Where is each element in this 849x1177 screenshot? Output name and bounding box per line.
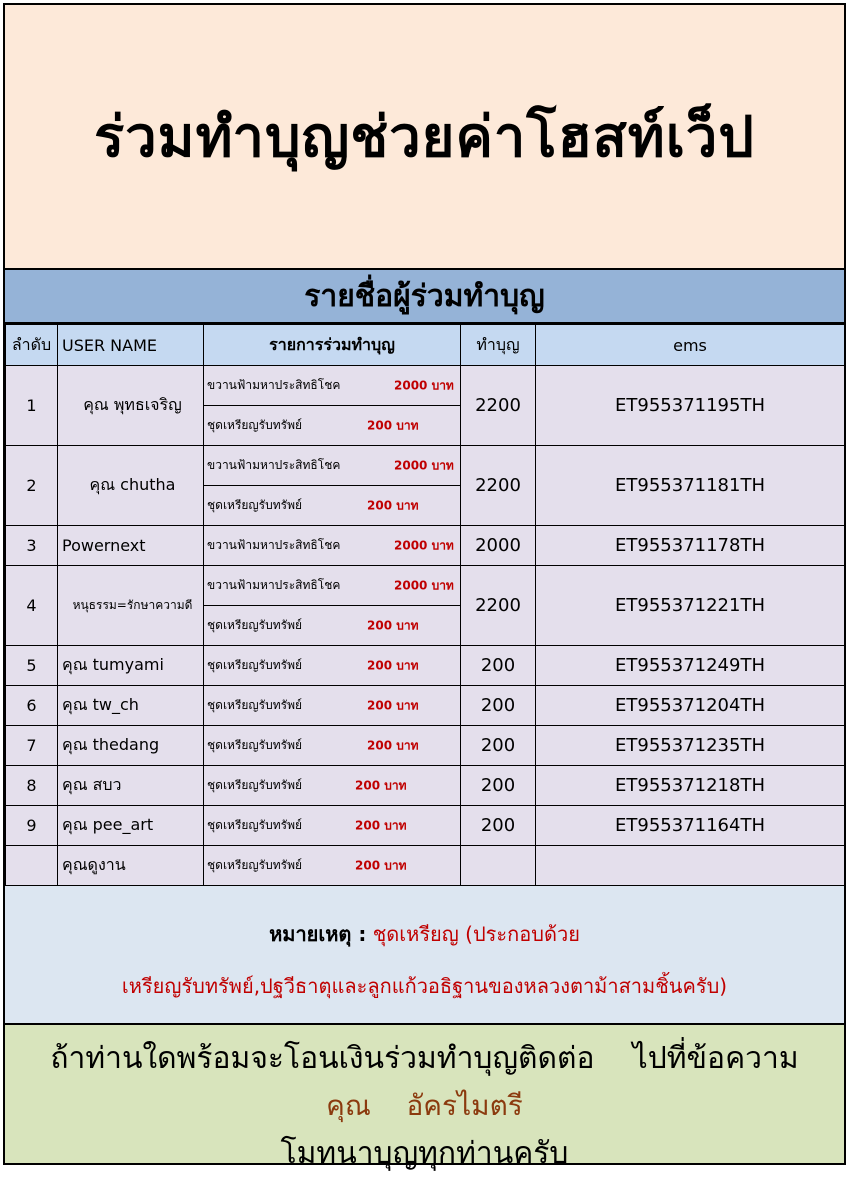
table-row: [6, 526, 845, 566]
donation-amount: 2200: [461, 446, 536, 526]
item-price: 2000 บาท: [394, 458, 454, 472]
ems-tracking: [536, 846, 845, 886]
ems-tracking: ET955371218TH: [536, 766, 845, 806]
title-box: [5, 5, 844, 270]
table-row: [6, 806, 845, 846]
item-price: 2000 บาท: [394, 378, 454, 392]
donor-name: คุณ tumyami: [58, 646, 204, 686]
item-price: 200 บาท: [355, 778, 407, 792]
item-label: ชุดเหรียญรับทรัพย์: [207, 698, 303, 712]
donor-name: คุณดูงาน: [58, 846, 204, 886]
item-label: ขวานฟ้ามหาประสิทธิโชค: [207, 538, 341, 552]
header-items: รายการร่วมทำบุญ: [204, 325, 461, 366]
item-cell: [204, 646, 461, 686]
donation-amount: 200: [461, 686, 536, 726]
note-text-2: เหรียญรับทรัพย์,ปฐวีธาตุและลูกแก้วอธิฐานของหลวงตาม้าสามชิ้นครับ): [121, 974, 728, 998]
item-cell: [204, 766, 461, 806]
ems-tracking: ET955371164TH: [536, 806, 845, 846]
item-cell: [204, 846, 461, 886]
ems-tracking: ET955371249TH: [536, 646, 845, 686]
item-price: 2000 บาท: [394, 578, 454, 592]
table-row: [6, 566, 845, 606]
table-row: [6, 766, 845, 806]
donation-amount: 2200: [461, 366, 536, 446]
donor-name: คุณ พุทธเจริญ: [58, 366, 204, 446]
donation-sheet: [3, 3, 846, 1171]
ems-tracking: ET955371235TH: [536, 726, 845, 766]
donation-amount: 2200: [461, 566, 536, 646]
item-label: ชุดเหรียญรับทรัพย์: [207, 498, 303, 512]
ems-tracking: ET955371181TH: [536, 446, 845, 526]
item-cell: [204, 406, 461, 446]
list-subtitle: รายชื่อผู้ร่วมทำบุญ: [5, 270, 844, 324]
item-price: 200 บาท: [367, 738, 419, 752]
ems-tracking: ET955371178TH: [536, 526, 845, 566]
note-box: [5, 885, 844, 1025]
row-number: 4: [6, 566, 58, 646]
donation-amount: 200: [461, 726, 536, 766]
donor-name: คุณ pee_art: [58, 806, 204, 846]
ems-tracking: ET955371221TH: [536, 566, 845, 646]
item-label: ขวานฟ้ามหาประสิทธิโชค: [207, 578, 341, 592]
item-price: 200 บาท: [367, 498, 419, 512]
item-price: 200 บาท: [367, 418, 419, 432]
row-number: 6: [6, 686, 58, 726]
header-user: USER NAME: [58, 325, 204, 366]
header-ems: ems: [536, 325, 845, 366]
footer-contact-name: คุณ อัครไมตรี: [326, 1089, 523, 1122]
item-label: ชุดเหรียญรับทรัพย์: [207, 778, 303, 792]
item-cell: [204, 566, 461, 606]
table-row: [6, 446, 845, 486]
header-amount: ทำบุญ: [461, 325, 536, 366]
row-number: 3: [6, 526, 58, 566]
item-label: ชุดเหรียญรับทรัพย์: [207, 658, 303, 672]
table-header-row: [6, 325, 845, 366]
item-cell: [204, 806, 461, 846]
note-label: หมายเหตุ :: [269, 922, 367, 946]
donor-name: คุณ thedang: [58, 726, 204, 766]
donor-name: Powernext: [58, 526, 204, 566]
ems-tracking: ET955371204TH: [536, 686, 845, 726]
item-label: ชุดเหรียญรับทรัพย์: [207, 738, 303, 752]
note-text-1: ชุดเหรียญ (ประกอบด้วย: [372, 922, 580, 946]
item-price: 200 บาท: [367, 698, 419, 712]
table-row: [6, 646, 845, 686]
item-cell: [204, 446, 461, 486]
item-price: 2000 บาท: [394, 538, 454, 552]
donation-amount: 2000: [461, 526, 536, 566]
donor-name: คุณ สบว: [58, 766, 204, 806]
page-title: ร่วมทำบุญช่วยค่าโฮสท์เว็ป: [94, 105, 755, 170]
row-number: 8: [6, 766, 58, 806]
table-row: [6, 726, 845, 766]
item-label: ขวานฟ้ามหาประสิทธิโชค: [207, 458, 341, 472]
item-label: ชุดเหรียญรับทรัพย์: [207, 418, 303, 432]
table-row: [6, 686, 845, 726]
donor-name: คุณ tw_ch: [58, 686, 204, 726]
row-number: [6, 846, 58, 886]
note-line-1: [5, 918, 844, 950]
footer-thanks: โมทนาบุญทุกท่านครับ: [280, 1136, 569, 1171]
row-number: 2: [6, 446, 58, 526]
donation-amount: 200: [461, 646, 536, 686]
item-price: 200 บาท: [367, 618, 419, 632]
item-cell: [204, 606, 461, 646]
item-price: 200 บาท: [355, 858, 407, 872]
item-price: 200 บาท: [355, 818, 407, 832]
donor-name: หนุธรรม=รักษาความดี: [58, 566, 204, 646]
item-label: ขวานฟ้ามหาประสิทธิโชค: [207, 378, 341, 392]
row-number: 5: [6, 646, 58, 686]
item-cell: [204, 726, 461, 766]
table-row: [6, 846, 845, 886]
row-number: 9: [6, 806, 58, 846]
item-cell: [204, 366, 461, 406]
item-cell: [204, 486, 461, 526]
ems-tracking: ET955371195TH: [536, 366, 845, 446]
row-number: 7: [6, 726, 58, 766]
table-row: [6, 366, 845, 406]
item-label: ชุดเหรียญรับทรัพย์: [207, 858, 303, 872]
item-price: 200 บาท: [367, 658, 419, 672]
item-cell: [204, 686, 461, 726]
row-number: 1: [6, 366, 58, 446]
donation-amount: 200: [461, 806, 536, 846]
donor-name: คุณ chutha: [58, 446, 204, 526]
footer-box: [5, 1025, 844, 1171]
item-label: ชุดเหรียญรับทรัพย์: [207, 618, 303, 632]
item-cell: [204, 526, 461, 566]
donation-amount: [461, 846, 536, 886]
header-no: ลำดับ: [6, 325, 58, 366]
donation-amount: 200: [461, 766, 536, 806]
footer-contact-line: ถ้าท่านใดพร้อมจะโอนเงินร่วมทำบุญติดต่อ ไปที่ข้อความ: [50, 1041, 799, 1076]
item-label: ชุดเหรียญรับทรัพย์: [207, 818, 303, 832]
donor-table: [5, 324, 845, 886]
